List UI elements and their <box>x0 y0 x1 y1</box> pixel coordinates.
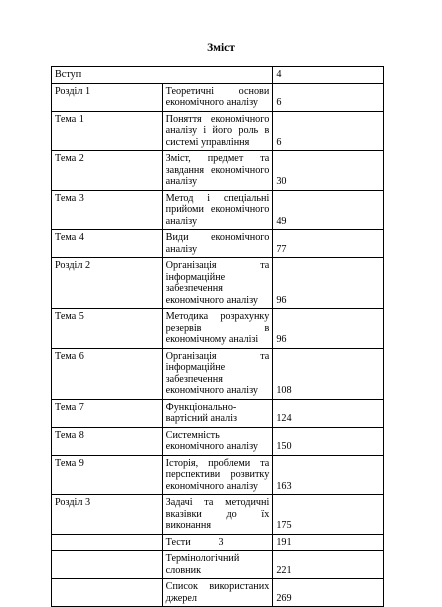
toc-page: 6 <box>273 83 384 111</box>
toc-row <box>52 230 384 258</box>
toc-page: 96 <box>273 258 384 309</box>
toc-page: 30 <box>273 151 384 191</box>
toc-page: 4 <box>273 67 384 84</box>
toc-title: Метод і спеціальні прийоми економічного аналізу <box>162 190 273 230</box>
toc-page: 269 <box>273 579 384 607</box>
toc-label: Тема 9 <box>52 455 163 495</box>
toc-title: Організація та інформаційне забезпечення економічного аналізу <box>162 348 273 399</box>
toc-row <box>52 83 384 111</box>
toc-title: Список використаних джерел <box>162 579 273 607</box>
toc-page: 77 <box>273 230 384 258</box>
toc-title: Зміст, предмет та завдання економічного аналізу <box>162 151 273 191</box>
toc-title: Поняття економічного аналізу і його роль в системі управління <box>162 111 273 151</box>
toc-title: Методика розрахунку резервів в економічному аналізі <box>162 309 273 349</box>
toc-label: Тема 1 <box>52 111 163 151</box>
toc-row <box>52 258 384 309</box>
toc-row <box>52 495 384 535</box>
toc-title: Системність економічного аналізу <box>162 427 273 455</box>
toc-title: Історія, проблеми та перспективи розвитку економічного аналізу <box>162 455 273 495</box>
page-number: 3 <box>218 537 224 548</box>
toc-label: Розділ 1 <box>52 83 163 111</box>
toc-label: Тема 5 <box>52 309 163 349</box>
toc-row <box>52 427 384 455</box>
toc-label: Розділ 2 <box>52 258 163 309</box>
toc-title: Організація та інформаційне забезпечення економічного аналізу <box>162 258 273 309</box>
toc-label: Тема 2 <box>52 151 163 191</box>
document-title: Зміст <box>207 42 235 54</box>
toc-title: Термінологічний словник <box>162 551 273 579</box>
toc-row <box>52 551 384 579</box>
toc-row <box>52 111 384 151</box>
table-of-contents <box>51 66 384 607</box>
toc-page: 96 <box>273 309 384 349</box>
toc-title: Функціонально-вартісний аналіз <box>162 399 273 427</box>
toc-title: Задачі та методичні вказівки до їх виконання <box>162 495 273 535</box>
toc-row-intro <box>52 67 384 84</box>
toc-page: 150 <box>273 427 384 455</box>
toc-page: 163 <box>273 455 384 495</box>
toc-row <box>52 455 384 495</box>
toc-label <box>52 579 163 607</box>
toc-label: Розділ 3 <box>52 495 163 535</box>
toc-row <box>52 348 384 399</box>
toc-label: Тема 8 <box>52 427 163 455</box>
toc-label: Тема 4 <box>52 230 163 258</box>
toc-page: 191 <box>273 534 384 551</box>
toc-page: 6 <box>273 111 384 151</box>
toc-label <box>52 551 163 579</box>
toc-label: Тема 6 <box>52 348 163 399</box>
toc-row <box>52 309 384 349</box>
toc-row <box>52 190 384 230</box>
toc-label: Тема 7 <box>52 399 163 427</box>
toc-title: Види економічного аналізу <box>162 230 273 258</box>
toc-label: Тема 3 <box>52 190 163 230</box>
toc-row <box>52 151 384 191</box>
toc-page: 124 <box>273 399 384 427</box>
toc-page: 221 <box>273 551 384 579</box>
toc-page: 49 <box>273 190 384 230</box>
toc-page: 108 <box>273 348 384 399</box>
toc-title: Тести <box>162 534 273 551</box>
toc-row <box>52 399 384 427</box>
toc-row <box>52 579 384 607</box>
toc-label: Вступ <box>52 67 273 84</box>
toc-page: 175 <box>273 495 384 535</box>
toc-title: Теоретичні основи економічного аналізу <box>162 83 273 111</box>
